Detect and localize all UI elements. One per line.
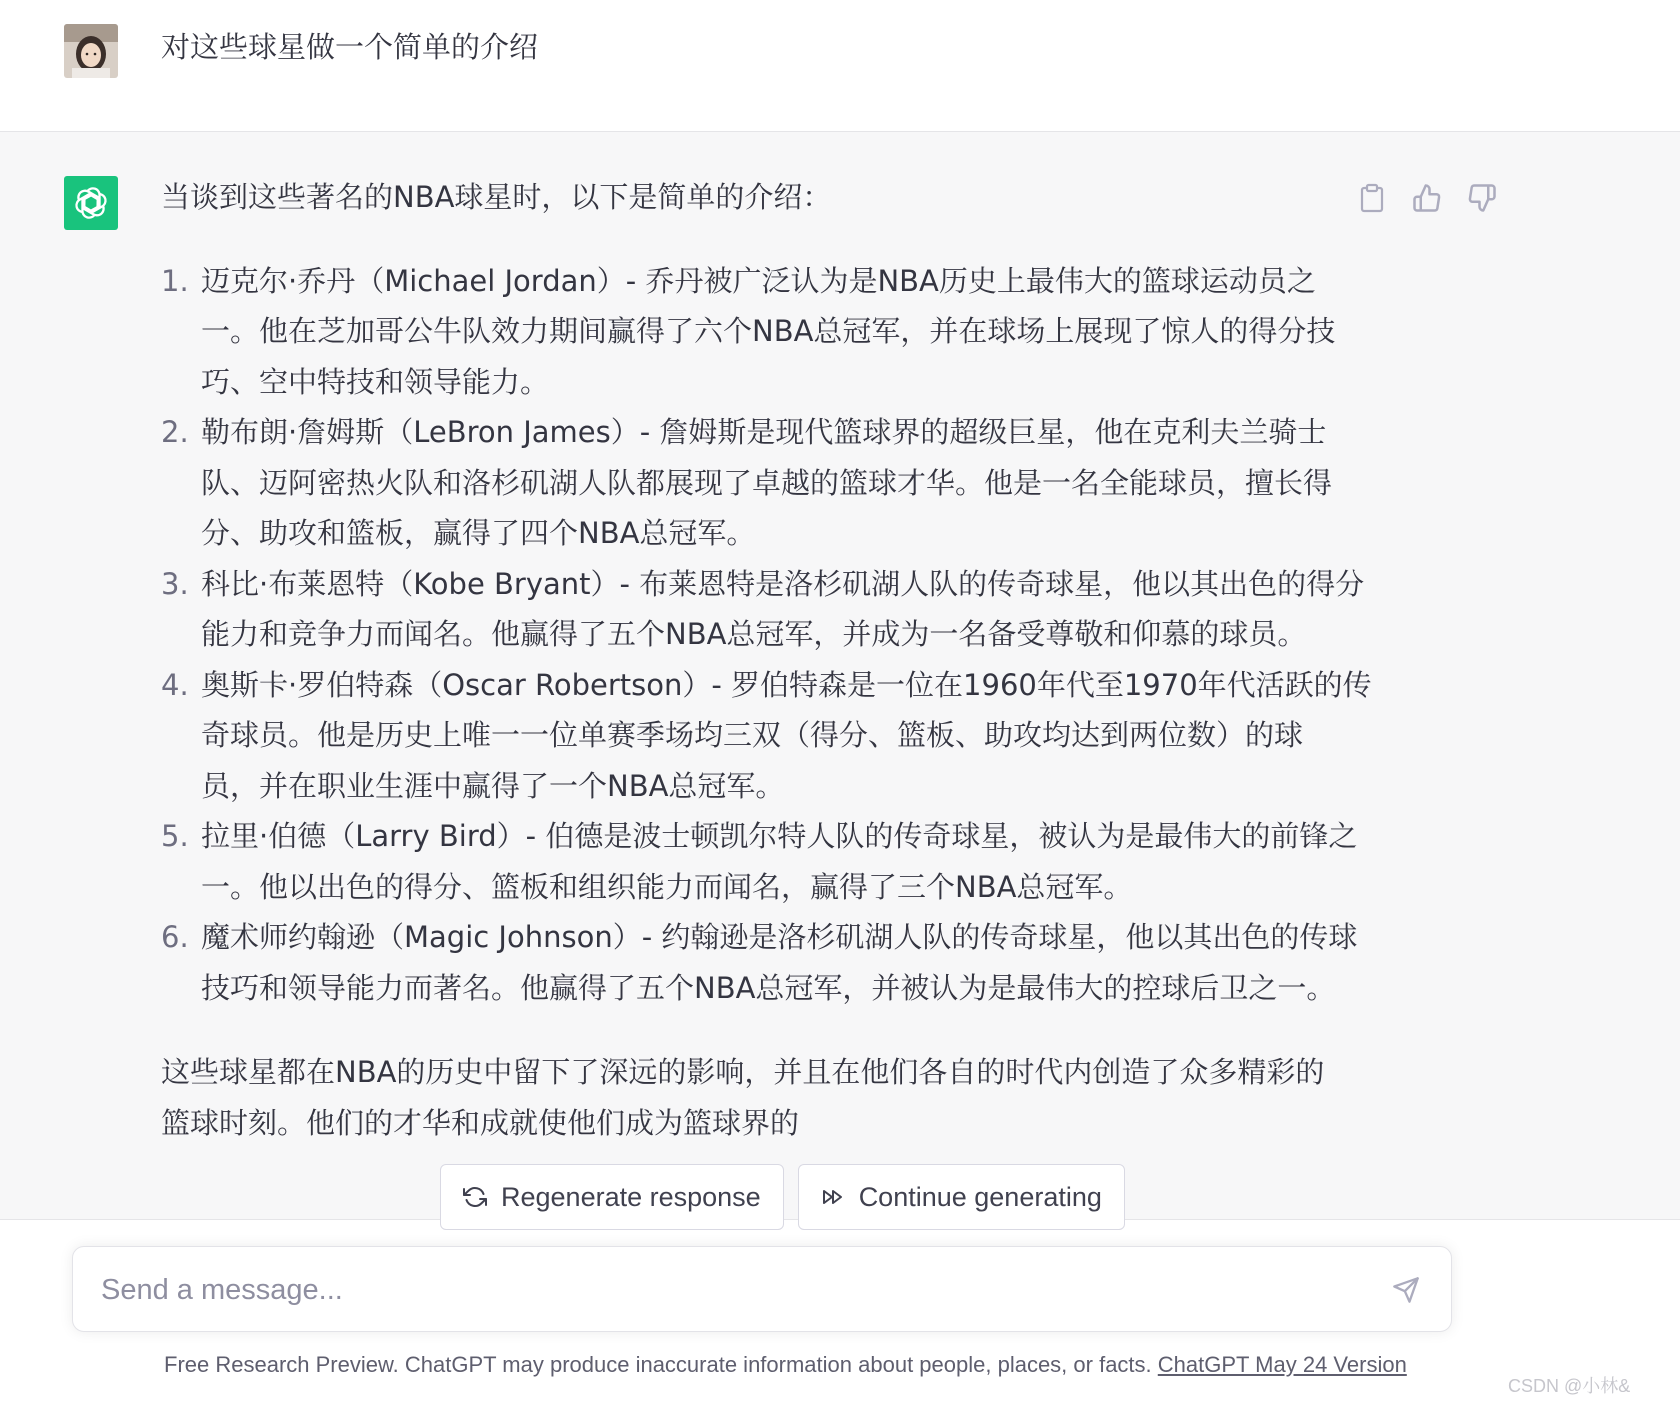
clipboard-icon <box>1359 183 1385 213</box>
list-item-line: 勒布朗·詹姆斯（LeBron James）- 詹姆斯是现代篮球界的超级巨星，他在克利夫兰骑士 <box>201 415 1327 449</box>
refresh-icon <box>463 1185 487 1209</box>
thumbs-up-icon <box>1412 183 1442 213</box>
list-item <box>161 811 1358 912</box>
regenerate-response-button[interactable] <box>440 1164 784 1230</box>
list-number: 5. <box>161 819 189 853</box>
summary-text <box>161 1047 1341 1148</box>
list-item-line: 拉里·伯德（Larry Bird）- 伯德是波士顿凯尔特人队的传奇球星，被认为是最伟大的前锋之 <box>201 819 1358 853</box>
summary-line: 这些球星都在NBA的历史中留下了深远的影响，并且在他们各自的时代内创造了众多精彩的 <box>161 1055 1325 1089</box>
list-item-line: 魔术师约翰逊（Magic Johnson）- 约翰逊是洛杉矶湖人队的传奇球星，他以其出色的传球 <box>201 920 1358 954</box>
list-item-line: 迈克尔·乔丹（Michael Jordan）- 乔丹被广泛认为是NBA历史上最伟大的篮球运动员之 <box>201 263 1316 298</box>
send-button[interactable] <box>1383 1267 1429 1313</box>
list-item <box>161 559 1365 660</box>
continue-label: Continue generating <box>858 1181 1102 1212</box>
user-avatar <box>64 24 118 78</box>
thumbs-down-button[interactable] <box>1462 178 1502 218</box>
list-number: 6. <box>161 920 189 954</box>
list-item-line: 分、助攻和篮板，赢得了四个NBA总冠军。 <box>201 516 756 550</box>
list-item-line: 一。他在芝加哥公牛队效力期间赢得了六个NBA总冠军，并在球场上展现了惊人的得分技 <box>201 314 1336 348</box>
list-item-line: 技巧和领导能力而著名。他赢得了五个NBA总冠军，并被认为是最伟大的控球后卫之一。 <box>201 970 1336 1005</box>
copy-button[interactable] <box>1352 178 1392 218</box>
list-item-line: 巧、空中特技和领导能力。 <box>201 364 550 399</box>
watermark: CSDN @小林& <box>1508 1376 1631 1396</box>
user-message-row <box>0 0 1680 132</box>
list-item-line: 队、迈阿密热火队和洛杉矶湖人队都展现了卓越的篮球才华。他是一名全能球员，擅长得 <box>201 465 1333 500</box>
fast-forward-icon <box>821 1185 845 1209</box>
response-actions <box>440 1164 1125 1230</box>
continue-generating-button[interactable] <box>798 1164 1125 1230</box>
message-input[interactable] <box>99 1265 1353 1315</box>
player-list <box>161 256 1372 1014</box>
footer-text: Free Research Preview. ChatGPT may produce inaccurate information about people, places, or facts. <box>164 1352 1158 1377</box>
list-number: 1. <box>161 263 189 298</box>
summary-line: 篮球时刻。他们的才华和成就使他们成为篮球界的 <box>161 1105 800 1140</box>
list-number: 3. <box>161 566 189 601</box>
list-number: 2. <box>161 415 189 449</box>
list-item <box>161 407 1341 559</box>
list-item <box>161 912 1358 1013</box>
list-item-line: 一。他以出色的得分、篮板和组织能力而闻名，赢得了三个NBA总冠军。 <box>201 869 1133 904</box>
assistant-message-content <box>161 172 1372 1148</box>
version-link[interactable]: ChatGPT May 24 Version <box>1157 1352 1407 1377</box>
list-number: 4. <box>161 667 189 702</box>
list-item-line: 奇球员。他是历史上唯一一位单赛季场均三双（得分、篮板、助攻均达到两位数）的球 <box>201 718 1304 752</box>
list-item-line: 科比·布莱恩特（Kobe Bryant）- 布莱恩特是洛杉矶湖人队的传奇球星，他以其出色的得分 <box>201 566 1365 601</box>
list-item <box>161 660 1372 812</box>
send-icon <box>1392 1276 1420 1304</box>
intro-text: 当谈到这些著名的NBA球星时，以下是简单的介绍： <box>161 180 832 214</box>
list-item <box>161 256 1341 408</box>
thumbs-down-icon <box>1467 183 1497 213</box>
message-composer <box>72 1246 1452 1332</box>
assistant-message-row <box>0 132 1680 1220</box>
chatgpt-logo-icon <box>64 176 118 230</box>
regenerate-label: Regenerate response <box>501 1181 761 1212</box>
user-message-text: 对这些球星做一个简单的介绍 <box>161 30 539 64</box>
list-item-line: 能力和竞争力而闻名。他赢得了五个NBA总冠军，并成为一名备受尊敬和仰慕的球员。 <box>201 617 1307 651</box>
thumbs-up-button[interactable] <box>1407 178 1447 218</box>
message-actions <box>1352 178 1502 218</box>
footer-disclaimer <box>164 1352 1407 1378</box>
list-item-line: 员，并在职业生涯中赢得了一个NBA总冠军。 <box>201 768 785 803</box>
list-item-line: 奥斯卡·罗伯特森（Oscar Robertson）- 罗伯特森是一位在1960年代至1970年代活跃的传 <box>201 667 1372 702</box>
